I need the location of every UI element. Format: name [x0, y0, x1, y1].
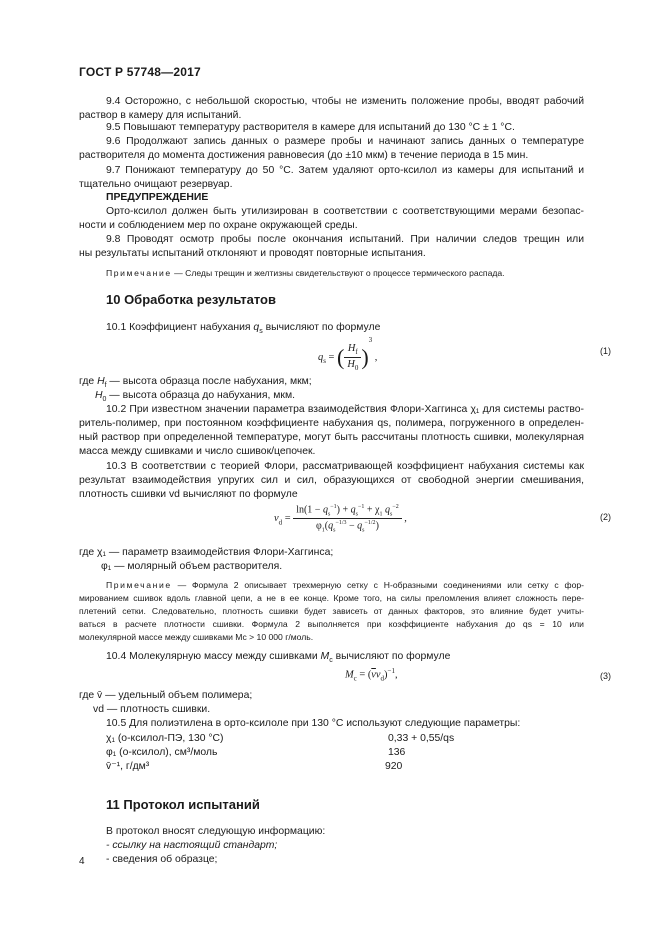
where-phi: φ₁ — молярный объем растворителя.: [101, 561, 283, 572]
param-row-v: v̄⁻¹, г/дм³ 920: [106, 761, 403, 772]
para-10-3-line2: результат взаимодействия упругих сил и сил, образующихся от свободной энергии смешивания,: [79, 475, 584, 486]
note-9: [106, 266, 584, 280]
section-10-title: 10 Обработка результатов: [106, 292, 276, 307]
formula-2-number: (2): [600, 512, 611, 522]
where-chi: где χ₁ — параметр взаимодействия Флори-Хаггинса;: [79, 547, 334, 558]
note-10-line1: Примечание — Формула 2 описывает трехмерную сетку с Н-образными соединениями или сетку с фор-: [106, 580, 584, 590]
note-10-line2: мированием сшивок вдоль главной цепи, а не в ее конце. Кроме того, на силы преломления влияет сложность пере-: [79, 593, 584, 603]
warning-line1: Орто-ксилол должен быть утилизирован в соответствии с соответствующими мерами безопас-: [106, 206, 584, 217]
para-9-4-line1: 9.4 Осторожно, с небольшой скоростью, чтобы не изменить положение пробы, вводят рабочий: [106, 96, 584, 107]
where-v: где v̄ — удельный объем полимера;: [79, 690, 253, 701]
para-10-2-line3: ный раствор при определенной температуре, могут быть рассчитаны плотность сшивки, молекулярная: [79, 432, 584, 443]
warning-title: ПРЕДУПРЕЖДЕНИЕ: [106, 192, 209, 203]
note-label: Примечание: [106, 268, 172, 278]
para-10-3-line1: 10.3 В соответствии с теорией Флори, рассматривающей коэффициент набухания системы как: [106, 461, 584, 472]
note-text: — Следы трещин и желтизны свидетельствуют о процессе термического распада.: [171, 268, 505, 278]
para-10-3-line3: плотность сшивки vd вычисляют по формуле: [79, 489, 298, 500]
protocol-item-2: - сведения об образце;: [106, 854, 218, 865]
param-row-chi: χ₁ (о-ксилол-ПЭ, 130 °С) 0,33 + 0,55/qs: [106, 733, 455, 744]
protocol-item-1: - ссылку на настоящий стандарт;: [106, 840, 278, 851]
para-9-6-line2: растворителя до момента достижения равновесия (до ±10 мкм) в течение периода в 15 мин.: [79, 150, 529, 161]
para-10-5: 10.5 Для полиэтилена в орто-ксилоле при 130 °С используют следующие параметры:: [106, 718, 521, 729]
formula-2: $v_d$ = $\frac{\ln(1 - q_s^{-1}) + q_s^{-1} + \chi_1 q_s^{-2}}{\varphi_1(q_s^{-1/3} - q_s^{-1/2})}$ ,: [274, 504, 407, 534]
formula-1: $q_s$ = ( $\frac{H_f}{H_0}$ )$^3$ ,: [318, 336, 378, 373]
formula-1-number: (1): [600, 346, 611, 356]
para-9-8-line2: ны результаты испытаний отклоняют и проводят повторные испытания.: [79, 248, 426, 259]
para-10-2-line4: масса между сшивками и число сшивок/цепочек.: [79, 446, 316, 457]
para-9-8-line1: 9.8 Проводят осмотр пробы после окончания испытаний. При наличии следов трещин или: [106, 234, 584, 245]
where-vd: vd — плотность сшивки.: [93, 704, 211, 715]
where-hf: где $H_f$ — высота образца после набухания, мкм;: [79, 376, 312, 390]
para-10-2-line2: ритель-полимер, при постоянном коэффициенте набухания qs, полимера, погруженного в определен-: [79, 418, 584, 429]
para-10-4: 10.4 Молекулярную массу между сшивками $M_c$ вычисляют по формуле: [106, 651, 451, 665]
para-9-4-line2: раствор в камеру для испытаний.: [79, 110, 242, 121]
para-10-1: 10.1 Коэффициент набухания $q_s$ вычисляют по формуле: [106, 322, 381, 336]
para-9-7-line2: тщательно очищают резервуар.: [79, 179, 233, 190]
doc-header: ГОСТ Р 57748—2017: [79, 65, 201, 79]
page-number: 4: [79, 856, 85, 867]
warning-line2: ности и соблюдением мер по охране окружающей среды.: [79, 220, 358, 231]
para-9-6-line1: 9.6 Продолжают запись данных о размере пробы и начинают запись данных о температуре: [106, 136, 584, 147]
note-10-line5: молекулярной массе между сшивками Mc > 10 000 г/моль.: [79, 632, 314, 642]
para-9-7-line1: 9.7 Понижают температуру до 50 °С. Затем удаляют орто-ксилол из камеры для испытаний и: [106, 165, 584, 176]
param-row-phi: φ₁ (о-ксилол), см³/моль 136: [106, 747, 406, 758]
where-h0: $H_0$ — высота образца до набухания, мкм.: [95, 390, 295, 404]
protocol-intro: В протокол вносят следующую информацию:: [106, 826, 326, 837]
note-10-line3: плетений сетки. Следовательно, плотность сшивки будет зависеть от данных факторов, это влияние будет учиты-: [79, 606, 584, 616]
formula-3-number: (3): [600, 671, 611, 681]
section-11-title: 11 Протокол испытаний: [106, 797, 260, 812]
para-9-5: 9.5 Повышают температуру растворителя в камере для испытаний до 130 °С ± 1 °С.: [106, 122, 515, 133]
formula-3: $M_c = (\overline{v}v_d)^{-1}$,: [345, 667, 398, 683]
para-10-2-line1: 10.2 При известном значении параметра взаимодействия Флори-Хаггинса χ₁ для системы раство-: [106, 404, 584, 415]
note-10-line4: ваться в расчете плотности сшивки. Формула 2 выполняется при коэффициенте набухания до qs = 10 или: [79, 619, 584, 629]
